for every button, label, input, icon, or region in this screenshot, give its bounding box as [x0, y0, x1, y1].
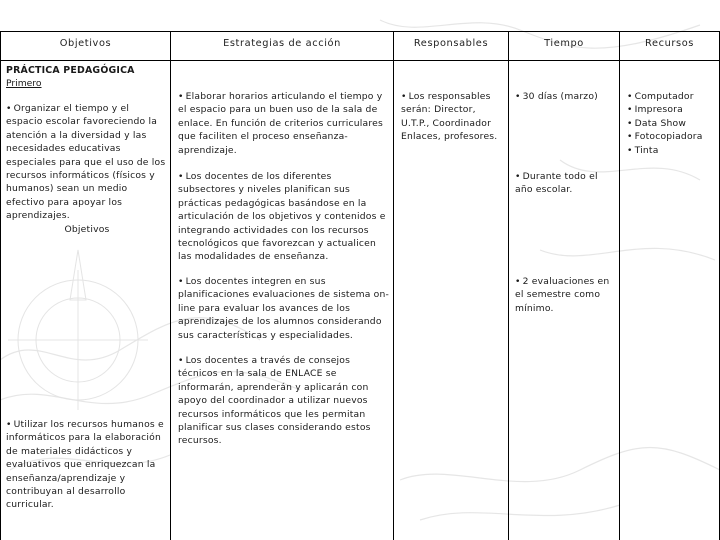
estrategia-text: • Los docentes de los diferentes subsectores y niveles planifican sus prácticas pedagógicas basándose en la articulación de los objetivos y contenidos e integrando actividades con los recursos tecnológicos que favorezcan y actualicen las modalidades de enseñanza. — [178, 170, 390, 264]
header-recursos: Recursos — [644, 38, 695, 49]
estrategia-item-3 — [178, 275, 390, 342]
responsables-item — [401, 90, 505, 144]
tiempo-text: • 30 días (marzo) — [515, 90, 617, 103]
tiempo-item-2 — [515, 170, 617, 197]
tiempo-item-1 — [515, 90, 617, 103]
objetivo-item-1 — [6, 102, 168, 236]
recurso-item: • Impresora — [627, 103, 717, 116]
responsables-text: • Los responsables serán: Director, U.T.P., Coordinador Enlaces, profesores. — [401, 90, 505, 144]
header-objetivos: Objetivos — [59, 38, 112, 49]
estrategia-text: • Los docentes integren en sus planificaciones evaluaciones de sistema on-line para evaluar los avances de los aprendizajes de los alumnos considerando sus características y especialidades. — [178, 275, 390, 342]
objetivo-text-2: • Utilizar los recursos humanos e informáticos para la elaboración de materiales didácticos y evaluativos que enriquezcan la enseñanza/aprendizaje y contribuyan al desarrollo curricular. — [6, 418, 168, 512]
recursos-list — [627, 90, 717, 157]
objetivo-text-1: • Organizar el tiempo y el espacio escolar favoreciendo la atención a la diversidad y las necesidades educativas especiales para que el uso de los recursos informáticos (físicos y humanos) sean un medio efectivo para apoyar los aprendizajes. — [6, 102, 168, 223]
estrategia-item-4 — [178, 354, 390, 448]
estrategia-text: • Los docentes a través de consejos técnicos en la sala de ENLACE se informarán, aprenderán y aplicarán con apoyo del coordinador a utilizar nuevos recursos informáticos que les permitan planificar sus clases considerando estos recursos. — [178, 354, 390, 448]
estrategia-text: • Elaborar horarios articulando el tiempo y el espacio para un buen uso de la sala de enlace. En función de criterios curriculares que faciliten el proceso enseñanza-aprendizaje. — [178, 90, 390, 157]
recurso-item: • Computador — [627, 90, 717, 103]
header-tiempo: Tiempo — [544, 38, 584, 49]
recurso-item: • Fotocopiadora — [627, 130, 717, 143]
header-estrategias: Estrategias de acción — [223, 38, 341, 49]
tiempo-item-3 — [515, 275, 617, 315]
objetivos-section — [6, 64, 168, 91]
tiempo-text: • Durante todo el año escolar. — [515, 170, 617, 197]
estrategia-item-1 — [178, 90, 390, 157]
objetivo-tail-label: Objetivos — [64, 223, 110, 235]
section-title: PRÁCTICA PEDAGÓGICA — [6, 65, 135, 76]
estrategia-item-2 — [178, 170, 390, 264]
header-responsables: Responsables — [413, 38, 489, 49]
objetivo-item-2 — [6, 418, 168, 512]
tiempo-text: • 2 evaluaciones en el semestre como mínimo. — [515, 275, 617, 315]
recurso-item: • Tinta — [627, 144, 717, 157]
section-subtitle: Primero — [6, 78, 42, 90]
recurso-item: • Data Show — [627, 117, 717, 130]
